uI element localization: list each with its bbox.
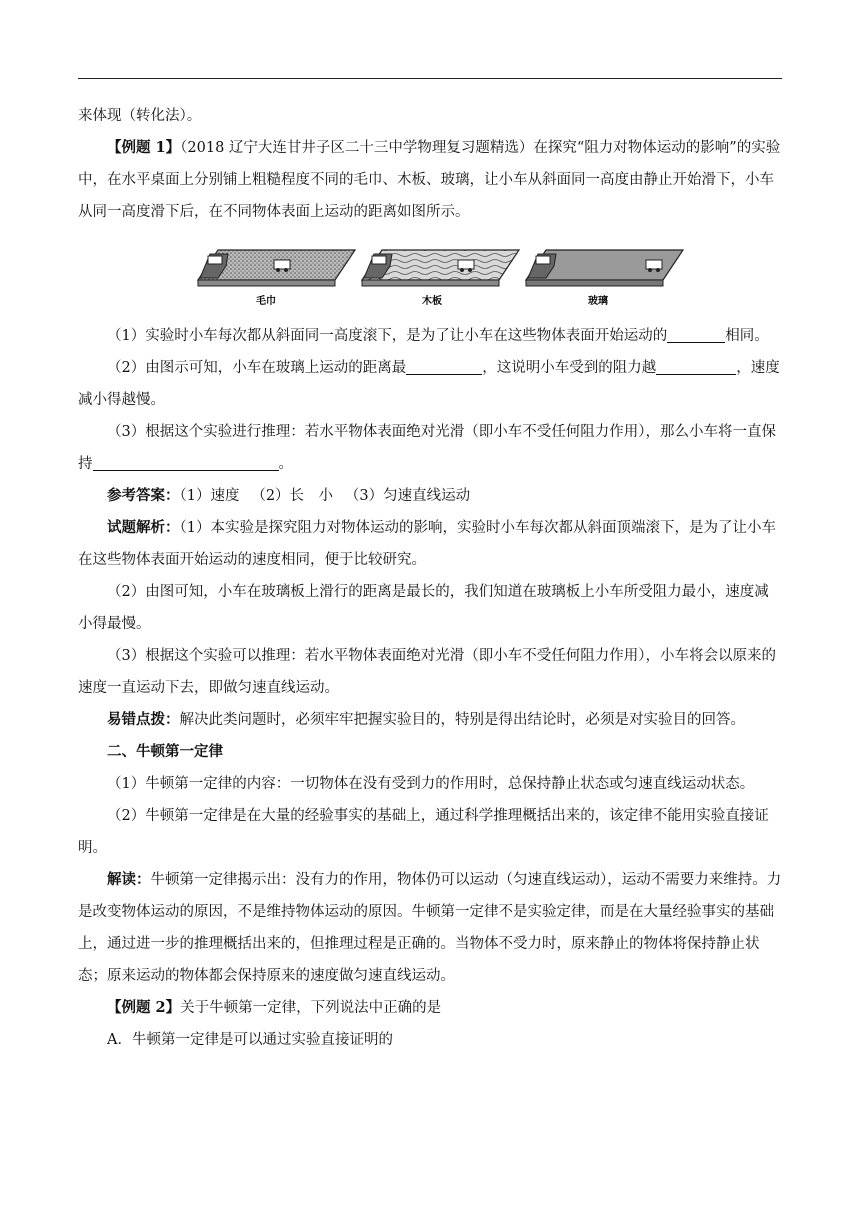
figure-label-wood: 木板 <box>422 296 442 307</box>
ramp-surfaces-illustration <box>190 240 690 310</box>
towel-panel <box>198 250 355 286</box>
cart-icon <box>208 256 222 264</box>
cart-icon <box>536 256 550 264</box>
figure-label-glass: 玻璃 <box>588 296 608 307</box>
error-tip: 易错点拨：解决此类问题时，必须牢牢把握实验目的，特别是得出结论时，必须是对实验目的回答。 <box>107 711 745 728</box>
cart-icon <box>274 260 290 269</box>
example-1-tag: 【例题 1】 <box>107 139 181 156</box>
cart-icon <box>372 256 386 264</box>
example-2-stem: 【例题 2】关于牛顿第一定律，下列说法中正确的是 <box>107 999 442 1016</box>
cart-icon <box>646 260 662 269</box>
section-2-title: 二、牛顿第一定律 <box>107 743 223 760</box>
continued-line: 来体现（转化法）。 <box>78 108 202 124</box>
answer-blank <box>93 452 279 471</box>
wood-panel <box>362 250 519 286</box>
interpretation: 解读：牛顿第一定律揭示出：没有力的作用，物体仍可以运动（匀速直线运动），运动不需要力来维持。力是改变物体运动的原因，不是维持物体运动的原因。牛顿第一定律不是实验定律，而是在大量经验事实的基础上，通过进一步的推理概括出来的，但推理过程是正确的。当物体不受力时，原来静止的物体将保持静止状态；原来运动的物体都会保持原来的速度做匀速直线运动。 <box>78 871 782 984</box>
analysis-1: 试题解析：（1）本实验是探究阻力对物体运动的影响，实验时小车每次都从斜面顶端滚下，是为了让小车在这些物体表面开始运动的速度相同，便于比较研究。 <box>78 519 776 568</box>
answer-blank <box>406 356 482 375</box>
analysis-3: （3）根据这个实验可以推理：若水平物体表面绝对光滑（即小车不受任何阻力作用），小车将会以原来的速度一直运动下去，即做匀速直线运动。 <box>78 648 776 696</box>
question-3: （3）根据这个实验进行推理：若水平物体表面绝对光滑（即小车不受任何阻力作用），那么小车将一直保持 。 <box>78 424 776 472</box>
example-2-tag: 【例题 2】 <box>107 999 181 1016</box>
figure-label-towel: 毛巾 <box>256 296 276 307</box>
law-origin: （2）牛顿第一定律是在大量的经验事实的基础上，通过科学推理概括出来的，该定律不能用实验直接证明。 <box>78 808 769 856</box>
example-1-stem: 【例题 1】（2018 辽宁大连甘井子区二十三中学物理复习题精选）在探究“阻力对物体运动的影响”的实验中，在水平桌面上分别铺上粗糙程度不同的毛巾、木板、玻璃，让小车从斜面同一高度由静止开始滑下，小车从同一高度滑下后，在不同物体表面上运动的距离如图所示。 <box>78 139 781 220</box>
glass-panel <box>526 250 683 286</box>
cart-icon <box>458 260 474 269</box>
document-body <box>78 100 782 1056</box>
answer-blank <box>656 356 736 375</box>
question-2: （2）由图示可知，小车在玻璃上运动的距离最 ，这说明小车受到的阻力越 ，速度减小得越慢。 <box>78 352 782 416</box>
analysis-2: （2）由图可知，小车在玻璃板上滑行的距离是最长的，我们知道在玻璃板上小车所受阻力最小，速度减小得最慢。 <box>78 584 769 632</box>
reference-answer: 参考答案：（1）速度 （2）长 小 （3）匀速直线运动 <box>107 487 471 504</box>
header-rule <box>78 78 782 79</box>
experiment-figure <box>78 240 782 310</box>
option-a: A．牛顿第一定律是可以通过实验直接证明的 <box>107 1032 393 1048</box>
law-content: （1）牛顿第一定律的内容：一切物体在没有受到力的作用时，总保持静止状态或匀速直线运动状态。 <box>107 776 755 792</box>
question-1: （1）实验时小车每次都从斜面同一高度滚下，是为了让小车在这些物体表面开始运动的 相同。 <box>78 320 782 352</box>
answer-blank <box>667 324 725 343</box>
